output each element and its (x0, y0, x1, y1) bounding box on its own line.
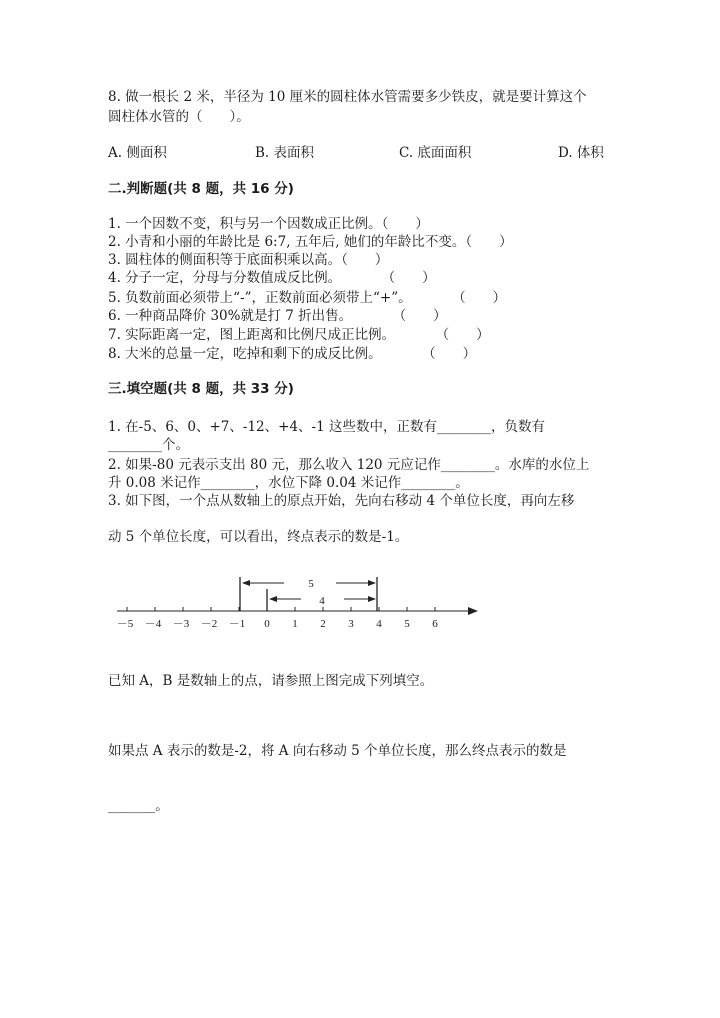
tick-label: 3 (348, 618, 354, 630)
label-5: 5 (308, 578, 314, 590)
fill-q3-answer-blank: _______。 (108, 798, 169, 814)
tick-label: 6 (432, 618, 438, 630)
judge-item-2: 2. 小青和小丽的年龄比是 6:7, 五年后, 她们的年龄比不变。（ ） (108, 234, 513, 250)
arrow-4-right-head-icon (368, 596, 376, 602)
section2-title: 二.判断题(共 8 题，共 16 分) (108, 181, 294, 197)
q8-option-c: C. 底面面积 (399, 145, 472, 161)
q8-option-b: B. 表面积 (255, 145, 315, 161)
q8-line1: 8. 做一根长 2 米，半径为 10 厘米的圆柱体水管需要多少铁皮，就是要计算这个 (108, 89, 587, 105)
fill-q3-known: 已知 A，B 是数轴上的点，请参照上图完成下列填空。 (108, 673, 434, 689)
tick-label: －5 (116, 618, 134, 630)
tick-label: 5 (404, 618, 410, 630)
arrow-5-left-head-icon (242, 580, 250, 586)
number-line-figure (0, 572, 720, 652)
axis-arrow-icon (468, 607, 478, 615)
fill-q3-line2: 动 5 个单位长度，可以看出，终点表示的数是-1。 (108, 529, 409, 545)
tick-label: －3 (172, 618, 190, 630)
section3-title: 三.填空题(共 8 题，共 33 分) (108, 381, 294, 397)
tick-label: 4 (376, 618, 382, 630)
judge-item-3: 3. 圆柱体的侧面积等于底面积乘以高。（ ） (108, 252, 389, 268)
fill-q1-line2: ________个。 (108, 437, 189, 453)
fill-q1-line1: 1. 在-5、6、0、+7、-12、+4、-1 这些数中，正数有________，负数有 (108, 419, 545, 435)
tick-label: －2 (200, 618, 218, 630)
tick-label: 1 (292, 618, 298, 630)
arrow-5-right-head-icon (368, 580, 376, 586)
tick-label: 0 (264, 618, 270, 630)
label-4: 4 (319, 595, 325, 607)
fill-q3-if-a: 如果点 A 表示的数是-2，将 A 向右移动 5 个单位长度，那么终点表示的数是 (108, 743, 567, 759)
tick-label: 2 (320, 618, 326, 630)
judge-item-6: 6. 一种商品降价 30%就是打 7 折出售。 （ ） (108, 308, 447, 324)
arrow-4-left-head-icon (269, 596, 277, 602)
fill-q3-line1: 3. 如下图，一个点从数轴上的原点开始，先向右移动 4 个单位长度，再向左移 (108, 493, 575, 509)
q8-option-a: A. 侧面积 (108, 145, 167, 161)
axis-ticks (127, 607, 435, 611)
judge-item-7: 7. 实际距离一定，图上距离和比例尺成正比例。 （ ） (108, 327, 490, 343)
tick-label: －4 (144, 618, 162, 630)
fill-q2-line2: 升 0.08 米记作________，水位下降 0.04 米记作________。 (108, 475, 469, 491)
q8-line2: 圆柱体水管的（ ）。 (108, 109, 250, 125)
judge-item-4: 4. 分子一定，分母与分数值成反比例。 （ ） (108, 270, 436, 286)
judge-item-1: 1. 一个因数不变，积与另一个因数成正比例。（ ） (108, 216, 429, 232)
judge-item-5: 5. 负数前面必须带上“-”，正数前面必须带上“+”。 （ ） (108, 290, 507, 306)
q8-option-d: D. 体积 (558, 145, 604, 161)
judge-item-8: 8. 大米的总量一定，吃掉和剩下的成反比例。 （ ） (108, 346, 477, 362)
tick-label: －1 (228, 618, 246, 630)
fill-q2-line1: 2. 如果-80 元表示支出 80 元，那么收入 120 元应记作________。水库的水位上 (108, 457, 590, 473)
